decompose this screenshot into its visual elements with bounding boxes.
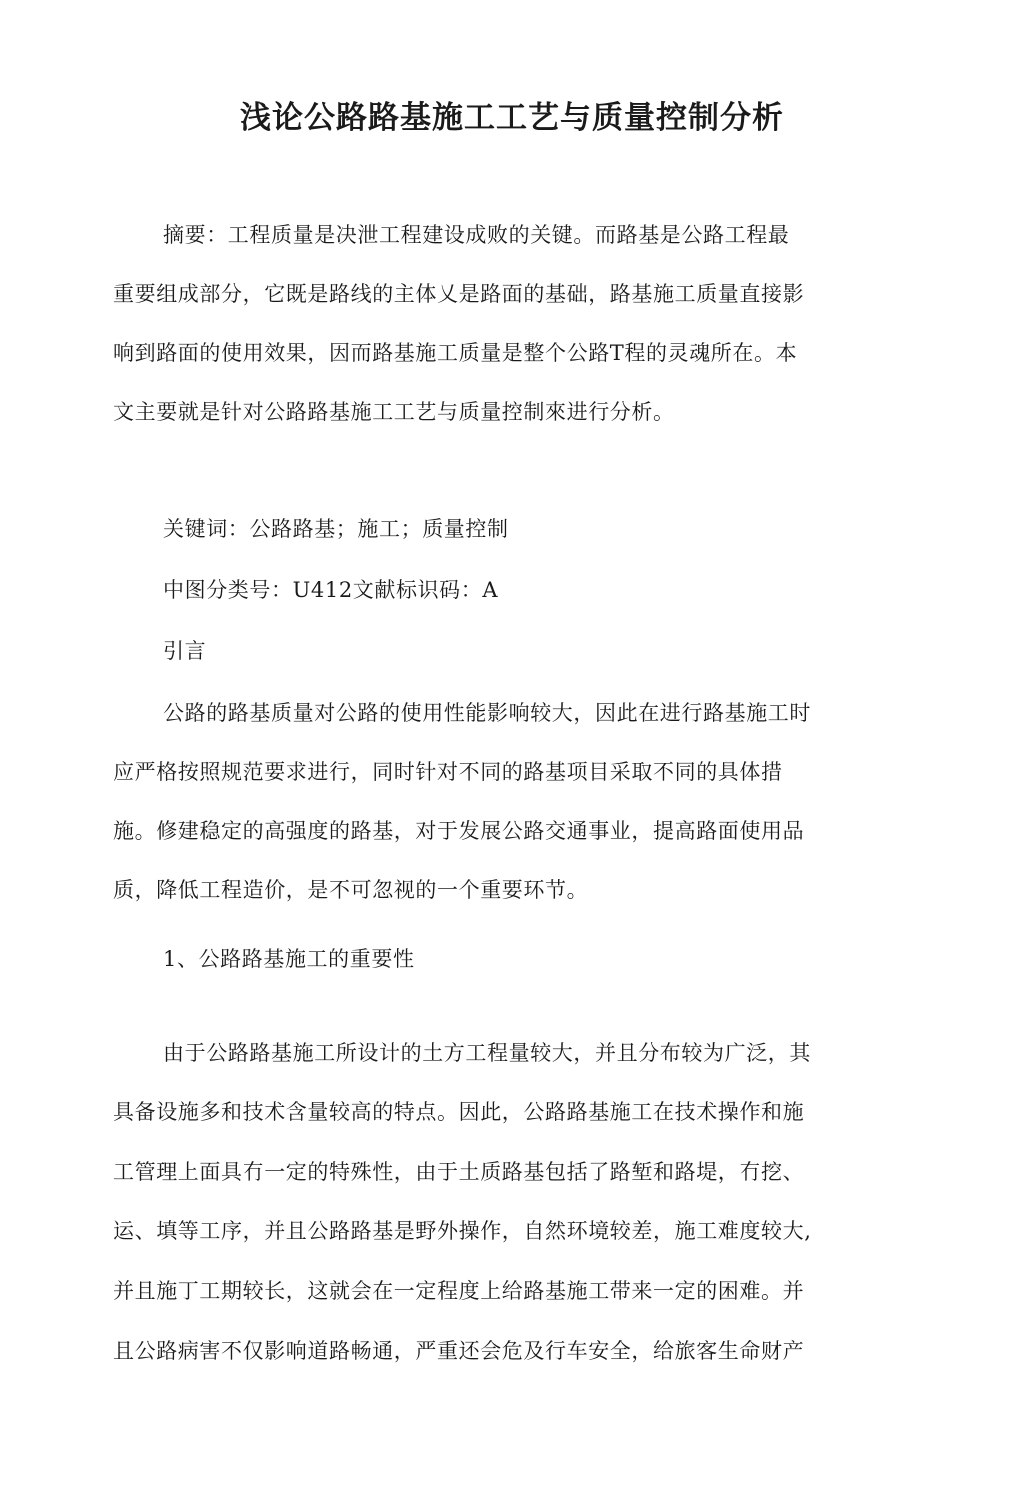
abstract-line: 响到路面的使用效果，因而路基施工质量是整个公路T程的灵魂所在。本 xyxy=(113,341,798,365)
section-line: 并且施丁工期较长，这就会在一定程度上给路基施工带来一定的困难。并 xyxy=(113,1279,805,1303)
intro-heading: 引言 xyxy=(163,639,207,663)
section-line: 由于公路路基施工所设计的土方工程量较大，并且分布较为广泛，其 xyxy=(163,1041,811,1065)
section-heading: 1、公路路基施工的重要性 xyxy=(163,947,415,971)
section-line: 具备设施多和技术含量较高的特点。因此，公路路基施工在技术操作和施 xyxy=(113,1100,805,1124)
section-line: 运、填等工序，并且公路路基是野外操作，自然环境较差，施工难度较大, xyxy=(113,1219,812,1243)
intro-line: 质，降低工程造价，是不可忽视的一个重要环节。 xyxy=(113,878,589,902)
intro-line: 施。修建稳定的高强度的路基，对于发展公路交通事业，提高路面使用品 xyxy=(113,819,805,843)
document-title: 浅论公路路基施工工艺与质量控制分析 xyxy=(240,100,784,136)
section-line: 工管理上面具冇一定的特殊性，由于土质路基包括了路堑和路堤，冇挖、 xyxy=(113,1160,805,1184)
intro-line: 应严格按照规范要求进行，同时针对不同的路基项目采取不同的具体措 xyxy=(113,760,783,784)
abstract-line: 重要组成部分，它既是路线的主体乂是路面的基础，路基施工质量直接影 xyxy=(113,282,805,306)
keywords: 关键词：公路路基；施工；质量控制 xyxy=(163,517,509,541)
intro-line: 公路的路基质量对公路的使用性能影响较大，因此在进行路基施工时 xyxy=(163,701,811,725)
section-line: 且公路病害不仅影响道路畅通，严重还会危及行车安全，给旅客生命财产 xyxy=(113,1339,805,1363)
abstract-line: 文主要就是针对公路路基施工工艺与质量控制來进行分析。 xyxy=(113,400,675,424)
abstract-line: 摘要：工程质量是决泄工程建设成败的关键。而路基是公路工程最 xyxy=(163,223,790,247)
classification: 中图分类号：U412文献标识码：A xyxy=(163,578,499,602)
